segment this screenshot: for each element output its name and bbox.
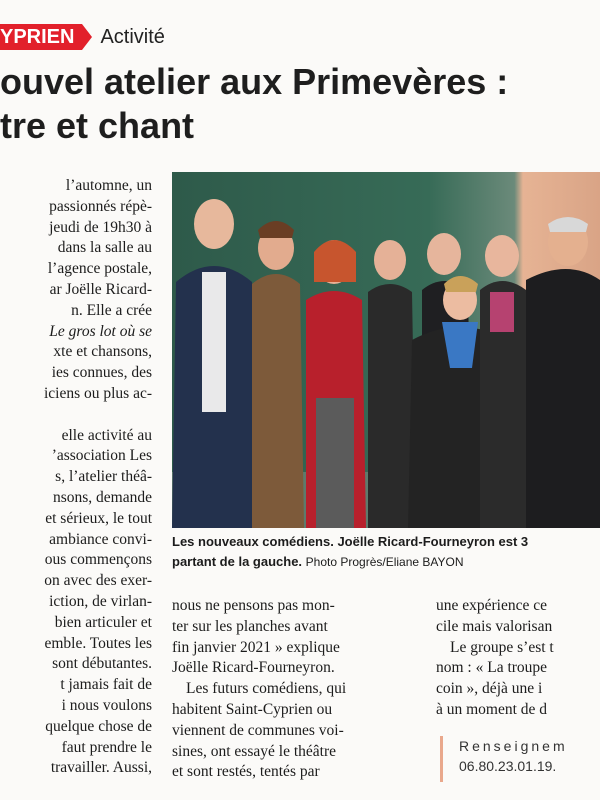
text-line: viennent de communes voi-: [172, 721, 344, 739]
text-line: elle activité au: [61, 426, 152, 444]
text-line: l’agence postale,: [47, 260, 152, 278]
text-line: et sont restés, tentés par: [172, 763, 320, 781]
info-box: [440, 736, 600, 782]
text-line: ies connues, des: [51, 364, 152, 382]
text-line: passionnés répè-: [49, 197, 152, 215]
article-column-1: [0, 176, 152, 779]
text-line: quelque chose de: [45, 717, 152, 735]
photo-caption: [172, 532, 600, 572]
text-line: s, l’atelier théâ-: [55, 468, 152, 486]
text-line: t jamais fait de: [60, 676, 152, 694]
text-line: faut prendre le: [61, 738, 152, 756]
caption-line: [172, 552, 600, 572]
text-line: sont débutantes.: [52, 655, 152, 673]
article-column-3: [436, 596, 600, 721]
headline-line: ouvel atelier aux Primevères :: [0, 61, 509, 102]
info-title: Renseignem: [459, 738, 568, 754]
rubric: [0, 24, 165, 50]
text-line: habitent Saint-Cyprien ou: [172, 700, 333, 718]
text-line: sines, ont essayé le théâtre: [172, 742, 336, 760]
text-line: coin », déjà une i: [436, 680, 543, 698]
headline: [0, 60, 600, 148]
text-line: Le gros lot où se: [49, 322, 152, 340]
text-line: ar Joëlle Ricard-: [49, 280, 152, 298]
text-line: iction, de virlan-: [49, 592, 152, 610]
article-column-2: [172, 596, 416, 783]
group-photo: [172, 172, 600, 528]
text-line: nous ne pensons pas mon-: [172, 597, 335, 614]
text-line: ’association Les: [51, 447, 152, 465]
text-line: ter sur les planches avant: [172, 617, 328, 635]
text-line: Le groupe s’est t: [450, 638, 554, 656]
photo-credit: Photo Progrès/Eliane BAYON: [305, 555, 464, 569]
text-line: [0, 405, 152, 426]
text-line: et sérieux, le tout: [45, 509, 152, 527]
text-line: à un moment de d: [436, 700, 548, 718]
text-line: ambiance convi-: [49, 530, 152, 548]
text-line: ous commençons: [44, 551, 152, 569]
rubric-city-tag: YPRIEN: [0, 24, 82, 50]
text-line: bien articuler et: [54, 613, 152, 631]
text-line: nsons, demande: [52, 488, 152, 506]
text-line: travailler. Aussi,: [50, 759, 152, 777]
text-line: xte et chansons,: [53, 343, 152, 361]
text-line: dans la salle au: [57, 239, 152, 257]
text-line: n. Elle a crée: [71, 301, 152, 319]
text-line: Joëlle Ricard-Fourneyron.: [172, 659, 335, 677]
caption-bold-part: partant de la gauche.: [172, 554, 303, 569]
text-line: cile mais valorisan: [436, 617, 553, 635]
text-line: jeudi de 19h30 à: [49, 218, 152, 236]
text-line: iciens ou plus ac-: [43, 384, 152, 402]
text-line: une expérience ce: [436, 597, 548, 614]
group-photo-illustration: [172, 172, 600, 528]
text-line: nom : « La troupe: [436, 659, 548, 677]
text-line: l’automne, un: [65, 177, 152, 194]
text-line: Les futurs comédiens, qui: [186, 680, 347, 698]
rubric-section: Activité: [100, 25, 165, 48]
info-phone: 06.80.23.01.19.: [459, 758, 557, 774]
text-line: i nous voulons: [61, 696, 152, 714]
text-line: on avec des exer-: [44, 572, 152, 590]
text-line: fin janvier 2021 » explique: [172, 638, 340, 656]
headline-line: tre et chant: [0, 105, 195, 146]
text-line: emble. Toutes les: [44, 634, 152, 652]
caption-line: Les nouveaux comédiens. Joëlle Ricard-Fourneyron est 3: [172, 534, 529, 549]
